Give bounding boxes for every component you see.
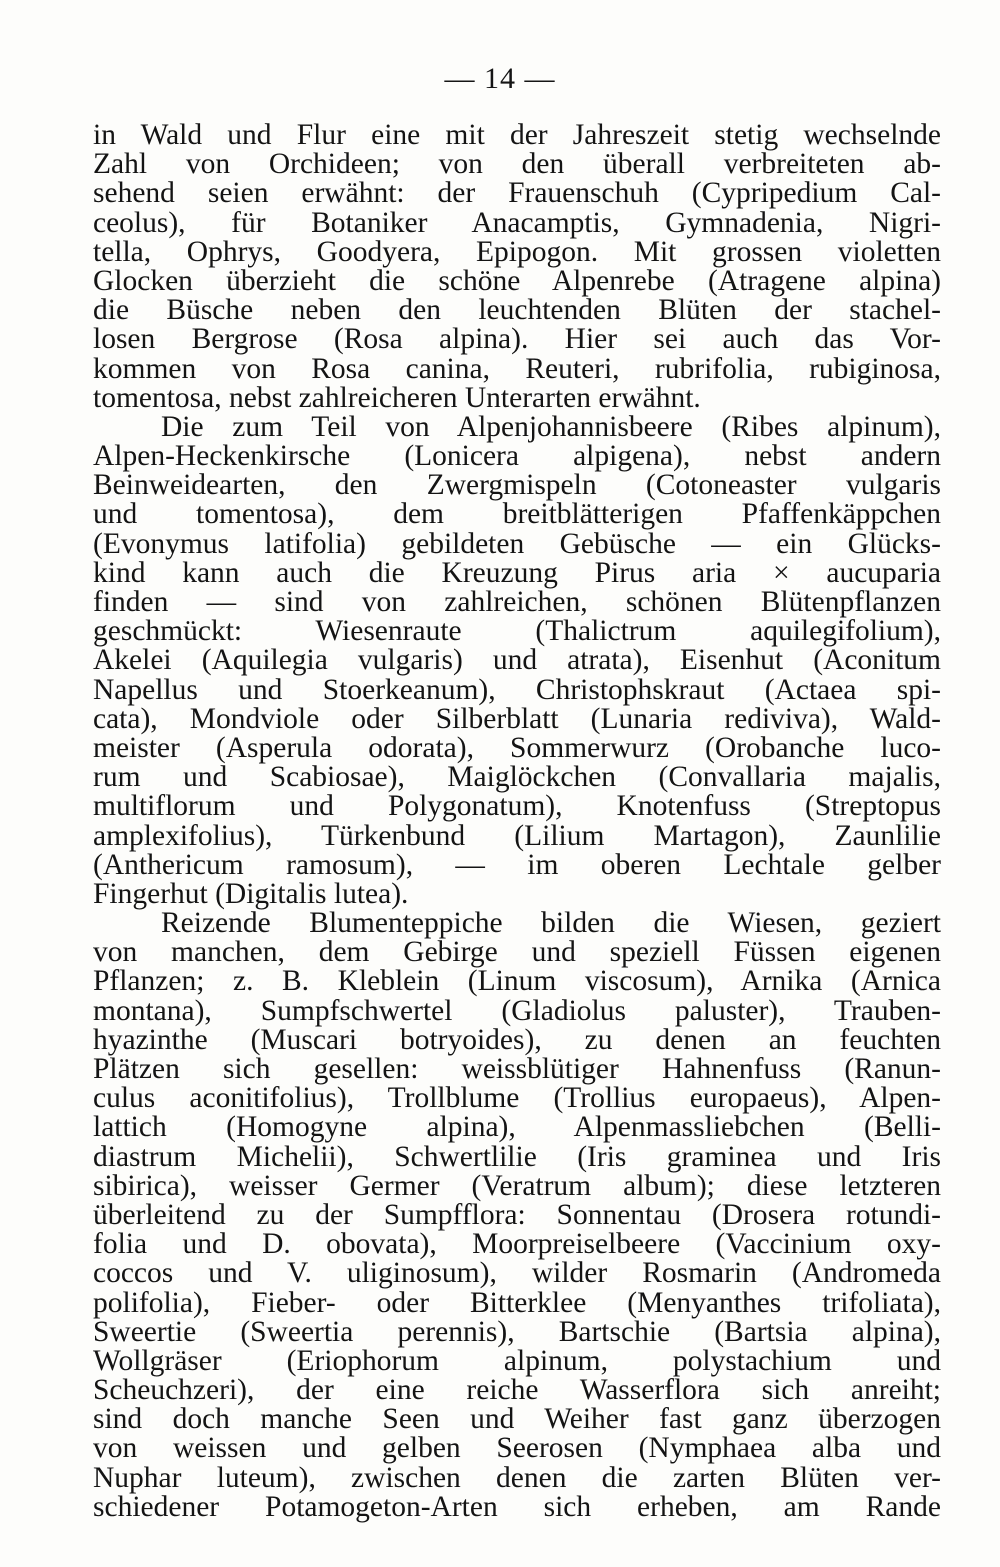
text-line: Glocken überzieht die schöne Alpenrebe (Atragene alpina) [93,264,941,297]
text-line: tomentosa, nebst zahlreicheren Unterarten erwähnt. [93,381,701,414]
text-line: sind doch manche Seen und Weiher fast ganz überzogen [93,1403,941,1436]
text-line: Zahl von Orchideen; von den überall verbreiteten ab- [93,148,941,181]
text-line: polifolia), Fieber- oder Bitterklee (Menyanthes trifoliata), [93,1286,941,1319]
text-line: Wollgräser (Eriophorum alpinum, polystachium und [93,1344,941,1377]
text-line: Napellus und Stoerkeanum), Christophskraut (Actaea spi- [93,673,941,706]
text-line: ceolus), für Botaniker Anacamptis, Gymnadenia, Nigri- [93,206,941,239]
text-line: Nuphar luteum), zwischen denen die zarten Blüten ver- [93,1461,941,1494]
text-line: cata), Mondviole oder Silberblatt (Lunaria rediviva), Wald- [93,702,941,735]
text-line: Plätzen sich gesellen: weissblütiger Hahnenfuss (Ranun- [93,1053,941,1085]
text-line: überleitend zu der Sumpfflora: Sonnentau (Drosera rotundi- [93,1198,941,1231]
text-line: Alpen-Heckenkirsche (Lonicera alpigena), nebst andern [93,440,941,473]
text-line: lattich (Homogyne alpina), Alpenmassliebchen (Belli- [93,1111,941,1144]
text-line: folia und D. obovata), Moorpreiselbeere (Vaccinium oxy- [93,1228,941,1261]
text-line: Akelei (Aquilegia vulgaris) und atrata), Eisenhut (Aconitum [93,644,941,677]
text-line: Fingerhut (Digitalis lutea). [93,877,409,910]
text-line: coccos und V. uliginosum), wilder Rosmarin (Andromeda [93,1257,941,1290]
text-line: multiflorum und Polygonatum), Knotenfuss (Streptopus [93,790,941,823]
text-line: (Evonymus latifolia) gebildeten Gebüsche — ein Glücks- [93,527,941,560]
text-line: Reizende Blumenteppiche bilden die Wiesen, geziert [161,907,941,940]
text-line: sibirica), weisser Germer (Veratrum album); diese letzteren [93,1169,941,1202]
text-line: montana), Sumpfschwertel (Gladiolus paluster), Trauben- [93,994,941,1027]
text-line: diastrum Michelii), Schwertlilie (Iris graminea und Iris [93,1140,941,1173]
text-line: Beinweidearten, den Zwergmispeln (Cotoneaster vulgaris [93,469,941,502]
text-line: die Büsche neben den leuchtenden Blüten der stachel- [93,294,941,327]
text-line: meister (Asperula odorata), Sommerwurz (Orobanche luco- [93,731,941,764]
text-line: schiedener Potamogeton-Arten sich erheben, am Rande [93,1490,941,1523]
text-line: culus aconitifolius), Trollblume (Trollius europaeus), Alpen- [93,1082,941,1115]
text-line: von manchen, dem Gebirge und speziell Füssen eigenen [93,936,941,969]
text-line: Die zum Teil von Alpenjohannisbeere (Ribes alpinum), [161,410,941,443]
text-line: kommen von Rosa canina, Reuteri, rubrifolia, rubiginosa, [93,352,941,385]
text-line: hyazinthe (Muscari botryoides), zu denen an feuchten [93,1023,941,1056]
text-line: Scheuchzeri), der eine reiche Wasserflora sich anreiht; [93,1374,941,1407]
text-line: von weissen und gelben Seerosen (Nymphaea alba und [93,1432,941,1465]
text-line: und tomentosa), dem breitblätterigen Pfaffenkäppchen [93,498,941,531]
text-line: Pflanzen; z. B. Kleblein (Linum viscosum), Arnika (Arnica [93,965,941,998]
text-line: (Anthericum ramosum), — im oberen Lechtale gelber [93,848,941,881]
body-text [93,121,941,1522]
text-line: in Wald und Flur eine mit der Jahreszeit stetig wechselnde [93,119,941,151]
text-line: rum und Scabiosae), Maiglöckchen (Convallaria majalis, [93,761,941,794]
text-line: sehend seien erwähnt: der Frauenschuh (Cypripedium Cal- [93,177,941,210]
text-line: geschmückt: Wiesenraute (Thalictrum aquilegifolium), [93,615,941,648]
text-line: finden — sind von zahlreichen, schönen Blütenpflanzen [93,586,941,618]
text-line: Sweertie (Sweertia perennis), Bartschie (Bartsia alpina), [93,1315,941,1348]
text-line: tella, Ophrys, Goodyera, Epipogon. Mit grossen violetten [93,235,941,268]
text-line: kind kann auch die Kreuzung Pirus aria × aucuparia [93,556,941,589]
page-number: — 14 — [444,62,556,95]
text-line: amplexifolius), Türkenbund (Lilium Martagon), Zaunlilie [93,819,941,852]
text-line: losen Bergrose (Rosa alpina). Hier sei auch das Vor- [93,323,941,356]
